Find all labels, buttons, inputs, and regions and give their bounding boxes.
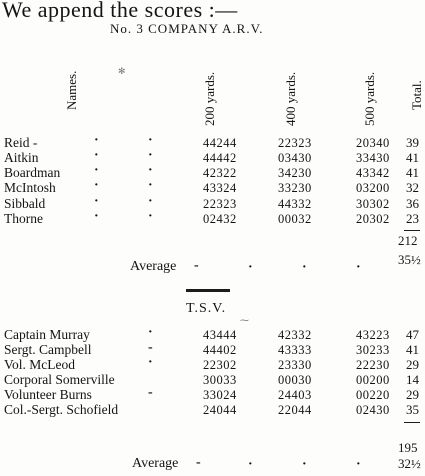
print-speck: ✻ <box>118 66 126 76</box>
tsv-name: Vol. McLeod <box>4 357 75 372</box>
score-400: 22044 <box>278 403 312 417</box>
leader-dot: · <box>356 457 361 472</box>
score-200: 44442 <box>203 151 237 165</box>
print-speck: ⁓ <box>240 315 249 325</box>
score-200: 44402 <box>203 343 237 357</box>
score-400: 03430 <box>278 151 312 165</box>
row-total: 29 <box>406 357 419 372</box>
row-total: 41 <box>406 165 419 180</box>
leader-dot: - <box>148 385 153 400</box>
leader-dot: · <box>148 355 153 370</box>
row-total: 29 <box>406 387 419 402</box>
leader-dot: · <box>94 148 99 163</box>
col-400-header: 400 yards. <box>283 71 298 126</box>
score-400: 34230 <box>278 166 312 180</box>
company-average: 35½ <box>398 252 421 267</box>
row-total: 41 <box>406 150 419 165</box>
tsv-sum: 195 <box>398 440 418 455</box>
score-200: 42322 <box>203 166 237 180</box>
average-label: Average <box>132 456 179 471</box>
score-400: 33230 <box>278 181 312 195</box>
company-sum: 212 <box>398 233 418 248</box>
score-200: 43324 <box>203 181 237 195</box>
score-400: 43333 <box>278 343 312 357</box>
score-200: 44244 <box>203 136 237 150</box>
row-total: 14 <box>406 372 419 387</box>
leader-dot: · <box>148 209 153 224</box>
section-divider <box>186 289 230 292</box>
score-400: 23330 <box>278 358 312 372</box>
leader-dot: · <box>94 163 99 178</box>
row-total: 41 <box>406 342 419 357</box>
score-500: 43223 <box>356 328 390 342</box>
sum-rule <box>404 422 420 423</box>
leader-dot: · <box>148 194 153 209</box>
score-500: 03200 <box>356 181 390 195</box>
leader-dot: · <box>148 178 153 193</box>
score-500: 30302 <box>356 197 390 211</box>
col-500-header: 500 yards. <box>362 71 377 126</box>
leader-dot: · <box>148 325 153 340</box>
company-name: Boardman <box>4 165 61 180</box>
col-200-header: 200 yards. <box>202 71 217 126</box>
score-200: 30033 <box>203 373 237 387</box>
score-500: 00220 <box>356 388 390 402</box>
leader-dot: · <box>94 209 99 224</box>
score-200: 24044 <box>203 403 237 417</box>
leader-dot: · <box>248 260 253 275</box>
score-400: 22323 <box>278 136 312 150</box>
score-500: 30233 <box>356 343 390 357</box>
row-total: 39 <box>406 135 419 150</box>
score-200: 33024 <box>203 388 237 402</box>
leader-dot: · <box>302 260 307 275</box>
tsv-average: 32½ <box>398 456 421 471</box>
row-total: 23 <box>406 211 419 226</box>
score-500: 00200 <box>356 373 390 387</box>
tsv-name: Col.-Sergt. Schofield <box>4 402 119 417</box>
tsv-name: Sergt. Campbell <box>4 342 92 357</box>
leader-dot: · <box>248 457 253 472</box>
tsv-heading: T.S.V. <box>186 301 227 316</box>
score-500: 02430 <box>356 403 390 417</box>
score-200: 02432 <box>203 212 237 226</box>
leader-dot: · <box>148 133 153 148</box>
leader-dot: · <box>94 194 99 209</box>
score-500: 20302 <box>356 212 390 226</box>
score-500: 33430 <box>356 151 390 165</box>
score-500: 43342 <box>356 166 390 180</box>
score-500: 20340 <box>356 136 390 150</box>
col-names-header: Names. <box>64 70 79 110</box>
score-400: 24403 <box>278 388 312 402</box>
tsv-name: Volunteer Burns <box>4 387 92 402</box>
company-name: Reid - <box>4 135 38 150</box>
row-total: 47 <box>406 327 419 342</box>
company-name: Thorne <box>4 211 43 226</box>
score-400: 44332 <box>278 197 312 211</box>
leader-dot: · <box>302 457 307 472</box>
row-total: 32 <box>406 180 419 195</box>
score-400: 00032 <box>278 212 312 226</box>
tsv-name: Captain Murray <box>4 327 90 342</box>
score-200: 22323 <box>203 197 237 211</box>
score-400: 00030 <box>278 373 312 387</box>
leader-dot: - <box>148 340 153 355</box>
leader-dot: - <box>196 455 201 470</box>
sum-rule <box>404 230 420 231</box>
company-name: Sibbald <box>4 196 46 211</box>
leader-dot: · <box>94 133 99 148</box>
score-200: 43444 <box>203 328 237 342</box>
leader-dot: · <box>94 178 99 193</box>
leader-dot: - <box>194 258 199 273</box>
company-name: Aitkin <box>4 150 39 165</box>
col-total-header: Total. <box>409 80 424 110</box>
intro-heading: We append the scores :— <box>2 0 238 22</box>
row-total: 35 <box>406 402 419 417</box>
row-total: 36 <box>406 196 419 211</box>
company-heading: No. 3 COMPANY A.R.V. <box>110 21 264 36</box>
tsv-name: Corporal Somerville <box>4 372 115 387</box>
leader-dot: · <box>148 148 153 163</box>
score-500: 22230 <box>356 358 390 372</box>
company-name: McIntosh <box>4 180 56 195</box>
average-label: Average <box>130 259 177 274</box>
leader-dot: · <box>148 163 153 178</box>
score-200: 22302 <box>203 358 237 372</box>
leader-dot: · <box>356 260 361 275</box>
score-400: 42332 <box>278 328 312 342</box>
